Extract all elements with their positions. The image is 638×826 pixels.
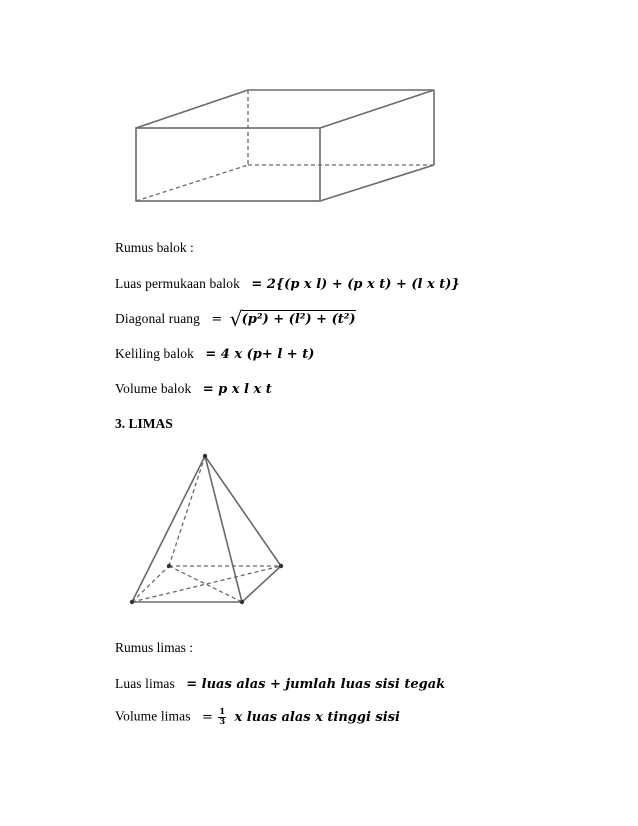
balok-luas-formula: = 2{(p x l) + (p x t) + (l x t)}: [251, 277, 460, 292]
pyramid-base-diagonal-1: [132, 566, 281, 602]
fraction-numerator: 1: [219, 707, 226, 717]
balok-luas-label: Luas permukaan balok: [115, 276, 240, 291]
sqrt-symbol: √: [229, 307, 243, 331]
pyramid-apex-point: [203, 454, 207, 458]
pyramid-base-point: [240, 600, 244, 604]
pyramid-edge-back-right: [205, 456, 281, 566]
fraction-denominator: 3: [219, 717, 226, 727]
limas-volume-fraction: [218, 708, 226, 727]
pyramid-base-diagonal-2: [169, 566, 242, 602]
pyramid-base-point: [279, 564, 283, 568]
pyramid-base-hidden-left-edge: [132, 566, 169, 602]
pyramid-base-point: [130, 600, 134, 604]
balok-keliling-label: Keliling balok: [115, 346, 195, 361]
limas-luas-label: Luas limas: [115, 676, 175, 691]
limas-rumus-title-text: Rumus limas :: [115, 640, 194, 655]
pyramid-base-right-edge: [242, 566, 281, 602]
limas-volume-equals: =: [201, 709, 213, 725]
limas-heading-text: 3. LIMAS: [115, 416, 173, 431]
limas-luas-formula: = luas alas + jumlah luas sisi tegak: [186, 677, 446, 692]
balok-volume-formula: = p x l x t: [202, 382, 272, 397]
pyramid-base-point: [167, 564, 171, 568]
limas-luas-row: [115, 676, 445, 692]
limas-volume-row: [115, 708, 400, 727]
balok-diagonal-equals: =: [211, 312, 223, 327]
pyramid-hidden-edge-back-left: [169, 456, 205, 566]
limas-volume-formula: x luas alas x tinggi sisi: [234, 709, 400, 725]
balok-volume-label: Volume balok: [115, 381, 192, 396]
balok-keliling-formula: = 4 x (p+ l + t): [205, 347, 315, 362]
limas-volume-label: Volume limas: [115, 708, 191, 724]
balok-rumus-title-text: Rumus balok :: [115, 240, 194, 255]
balok-diagonal-label: Diagonal ruang: [115, 311, 200, 326]
pyramid-edge-front-left: [132, 456, 205, 602]
limas-rumus-title: [115, 640, 193, 656]
balok-diagonal-formula: (p²) + (l²) + (t²): [241, 312, 356, 327]
